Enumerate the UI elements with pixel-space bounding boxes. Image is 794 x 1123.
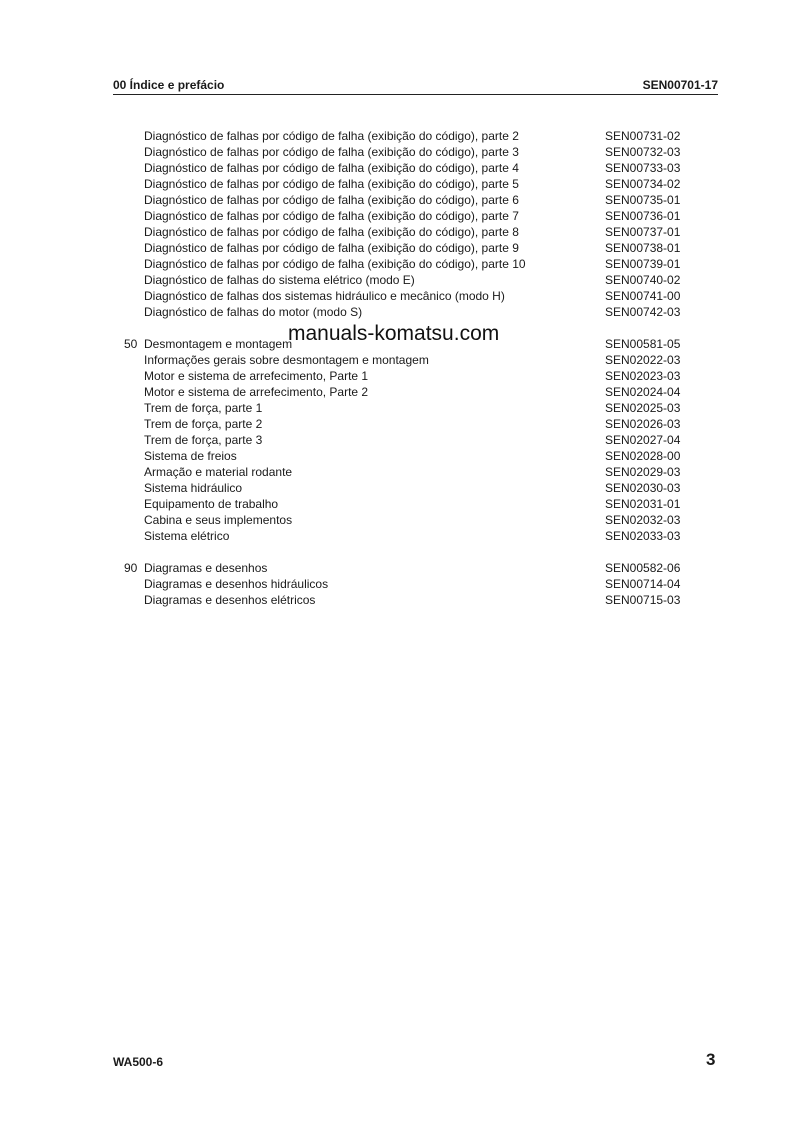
toc-entry-code: SEN02026-03 xyxy=(605,417,681,431)
toc-entry xyxy=(0,176,794,192)
toc-entry-code: SEN02029-03 xyxy=(605,465,681,479)
toc-entry-title: Trem de força, parte 2 xyxy=(144,417,263,431)
toc-entry xyxy=(0,368,794,384)
toc-entry-title: Diagnóstico de falhas do motor (modo S) xyxy=(144,305,363,319)
toc-entry xyxy=(0,528,794,544)
toc-entry xyxy=(0,208,794,224)
toc-entry-title: Sistema de freios xyxy=(144,449,237,463)
toc-entry-code: SEN00731-02 xyxy=(605,129,681,143)
toc-entry-title: Informações gerais sobre desmontagem e montagem xyxy=(144,353,429,367)
toc-entry-title: Motor e sistema de arrefecimento, Parte 2 xyxy=(144,385,369,399)
toc-entry-code: SEN00737-01 xyxy=(605,225,681,239)
toc-entry-title: Diagnóstico de falhas por código de falha (exibição do código), parte 10 xyxy=(144,257,526,271)
toc-section-number: 90 xyxy=(124,561,138,575)
toc-entry-code: SEN02028-00 xyxy=(605,449,681,463)
toc-entry-title: Diagnóstico de falhas por código de falha (exibição do código), parte 6 xyxy=(144,193,519,207)
toc-entry-title: Sistema hidráulico xyxy=(144,481,243,495)
toc-entry-title: Diagramas e desenhos xyxy=(144,561,268,575)
toc-entry-code: SEN00581-05 xyxy=(605,337,681,351)
toc-entry-title: Cabina e seus implementos xyxy=(144,513,293,527)
page-number: 3 xyxy=(706,1050,716,1069)
toc-entry-title: Motor e sistema de arrefecimento, Parte 1 xyxy=(144,369,369,383)
toc-entry-code: SEN00736-01 xyxy=(605,209,681,223)
toc-entry xyxy=(0,512,794,528)
toc-entry-code: SEN00739-01 xyxy=(605,257,681,271)
toc-entry xyxy=(0,576,794,592)
toc-entry xyxy=(0,240,794,256)
watermark: manuals-komatsu.com xyxy=(288,322,500,345)
toc-entry-title: Trem de força, parte 1 xyxy=(144,401,263,415)
toc-entry-code: SEN02031-01 xyxy=(605,497,681,511)
toc-entry-title: Sistema elétrico xyxy=(144,529,230,543)
toc-entry-code: SEN02024-04 xyxy=(605,385,681,399)
toc-entry-code: SEN02022-03 xyxy=(605,353,681,367)
toc-entry-code: SEN02032-03 xyxy=(605,513,681,527)
document-code: SEN00701-17 xyxy=(642,78,718,92)
toc-entry-title: Diagnóstico de falhas do sistema elétrico (modo E) xyxy=(144,273,415,287)
toc-entry-code: SEN00742-03 xyxy=(605,305,681,319)
toc-entry xyxy=(0,448,794,464)
toc-entry xyxy=(0,592,794,608)
toc-entry-code: SEN00715-03 xyxy=(605,593,681,607)
toc-entry xyxy=(0,560,794,576)
toc-entry xyxy=(0,464,794,480)
toc-entry xyxy=(0,496,794,512)
toc-entry-title: Diagnóstico de falhas por código de falha (exibição do código), parte 5 xyxy=(144,177,519,191)
toc-entry xyxy=(0,304,794,320)
toc-entry-title: Diagramas e desenhos elétricos xyxy=(144,593,316,607)
toc-entry-code: SEN00734-02 xyxy=(605,177,681,191)
toc-entry xyxy=(0,256,794,272)
toc-entry-code: SEN02023-03 xyxy=(605,369,681,383)
toc-entry-title: Diagnóstico de falhas por código de falha (exibição do código), parte 7 xyxy=(144,209,519,223)
toc-entry xyxy=(0,272,794,288)
toc-entry-code: SEN00733-03 xyxy=(605,161,681,175)
toc-entry xyxy=(0,128,794,144)
toc-entry-code: SEN02025-03 xyxy=(605,401,681,415)
toc-entry xyxy=(0,192,794,208)
toc-entry xyxy=(0,144,794,160)
toc-entry-title: Diagnóstico de falhas por código de falha (exibição do código), parte 2 xyxy=(144,129,519,143)
toc-entry-title: Diagnóstico de falhas por código de falha (exibição do código), parte 4 xyxy=(144,161,519,175)
toc-entry-code: SEN02030-03 xyxy=(605,481,681,495)
toc-entry-code: SEN00735-01 xyxy=(605,193,681,207)
page-header xyxy=(113,78,718,95)
toc-entry-title: Equipamento de trabalho xyxy=(144,497,279,511)
toc-entry xyxy=(0,400,794,416)
toc-entry-title: Trem de força, parte 3 xyxy=(144,433,263,447)
toc-entry-code: SEN00732-03 xyxy=(605,145,681,159)
toc-entry xyxy=(0,432,794,448)
toc-entry xyxy=(0,384,794,400)
toc-entry-code: SEN00714-04 xyxy=(605,577,681,591)
toc-entry xyxy=(0,160,794,176)
toc-entry-code: SEN02027-04 xyxy=(605,433,681,447)
toc-entry xyxy=(0,288,794,304)
model-label: WA500-6 xyxy=(113,1055,164,1069)
toc-entry-title: Armação e material rodante xyxy=(144,465,293,479)
toc-section-number: 50 xyxy=(124,337,138,351)
toc-entry xyxy=(0,224,794,240)
toc-entry xyxy=(0,480,794,496)
toc-entry xyxy=(0,352,794,368)
section-title: 00 Índice e prefácio xyxy=(113,78,225,92)
toc-entry-title: Diagnóstico de falhas por código de falha (exibição do código), parte 8 xyxy=(144,225,519,239)
toc-entry-code: SEN00738-01 xyxy=(605,241,681,255)
toc-entry-title: Diagramas e desenhos hidráulicos xyxy=(144,577,329,591)
toc-entry-title: Diagnóstico de falhas dos sistemas hidráulico e mecânico (modo H) xyxy=(144,289,505,303)
toc-entry-code: SEN00582-06 xyxy=(605,561,681,575)
toc-entry-code: SEN00741-00 xyxy=(605,289,681,303)
toc-entry-title: Diagnóstico de falhas por código de falha (exibição do código), parte 9 xyxy=(144,241,519,255)
toc-entry-code: SEN02033-03 xyxy=(605,529,681,543)
toc-entry-code: SEN00740-02 xyxy=(605,273,681,287)
toc-entry-title: Desmontagem e montagem xyxy=(144,337,293,351)
toc-entry xyxy=(0,416,794,432)
toc-entry-title: Diagnóstico de falhas por código de falha (exibição do código), parte 3 xyxy=(144,145,519,159)
